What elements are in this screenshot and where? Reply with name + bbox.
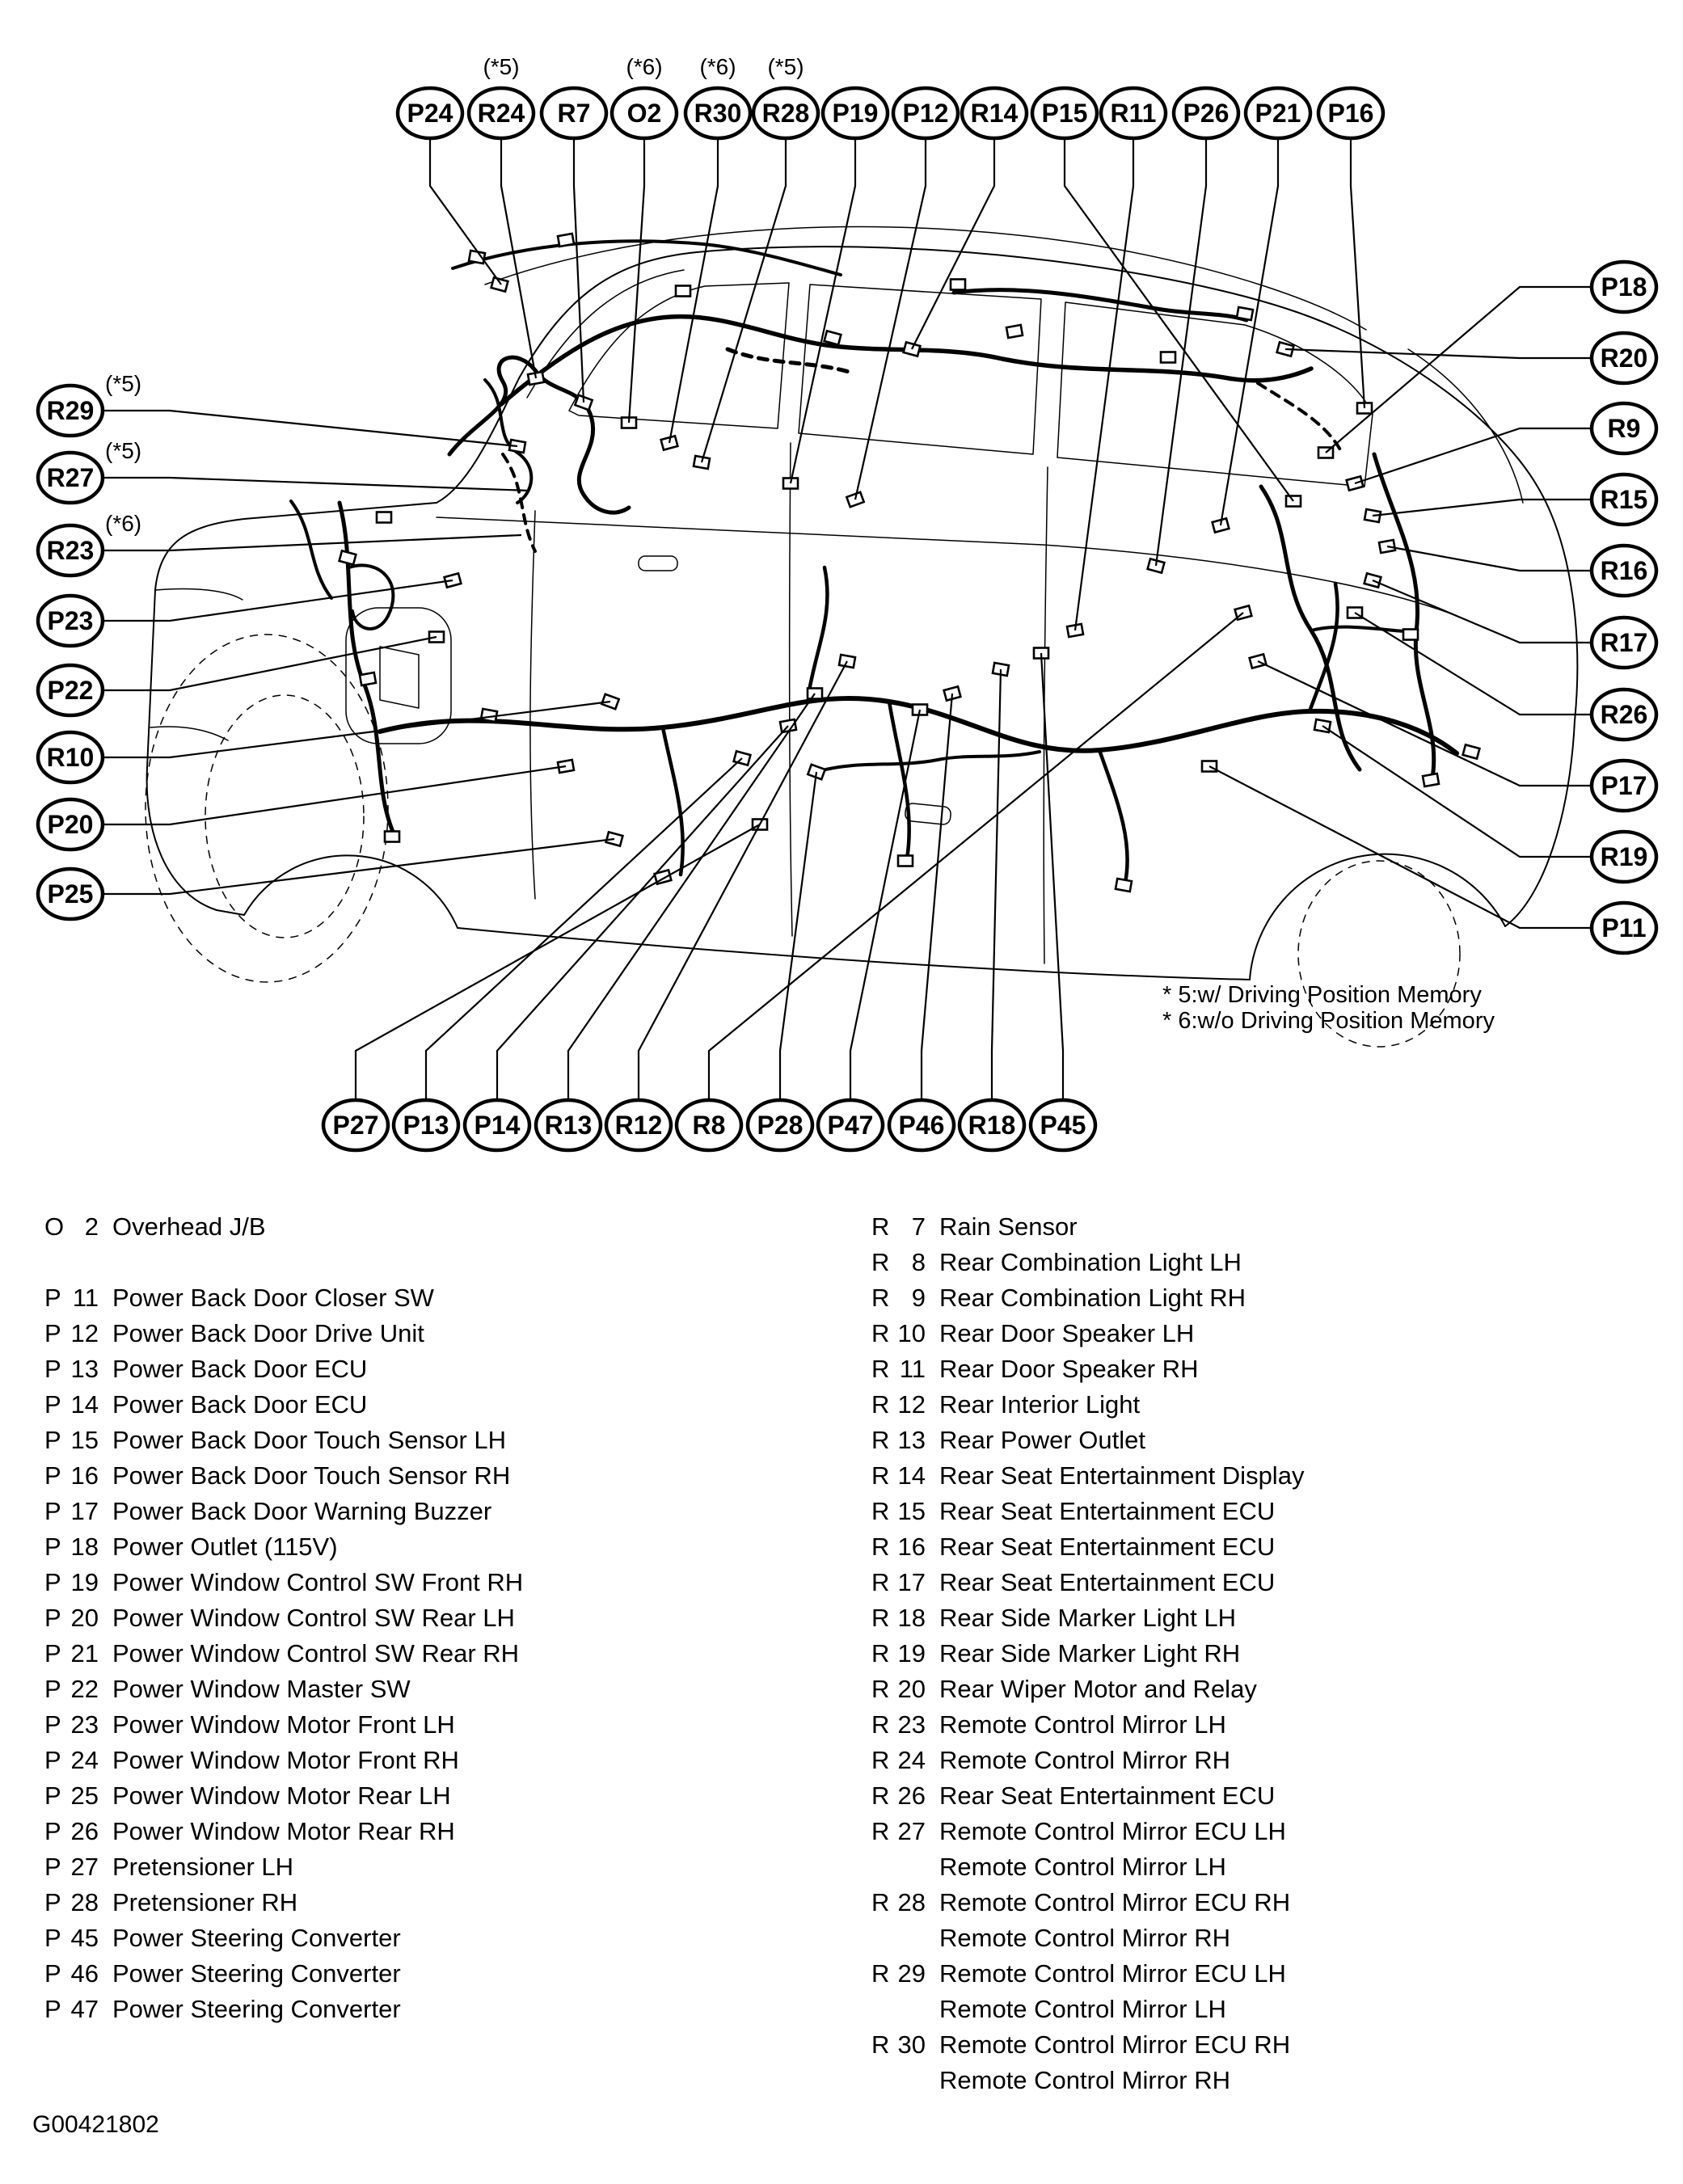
legend-component-name: Remote Control Mirror LH	[939, 1853, 1226, 1881]
leader-line-R26	[1355, 613, 1592, 715]
legend-row	[44, 1956, 523, 1992]
callout-P28	[748, 1100, 812, 1150]
callout-label: R29	[46, 396, 95, 425]
callout-annotation: (*6)	[105, 511, 142, 536]
legend-row	[871, 1814, 1304, 1849]
callout-label: P22	[47, 676, 94, 705]
callout-P24	[398, 88, 462, 138]
callout-P18	[1592, 262, 1656, 312]
legend-column-right	[871, 1209, 1304, 2098]
callout-R28	[753, 54, 818, 138]
legend-code: R 28	[871, 1888, 926, 1916]
connector-box	[676, 286, 690, 297]
callout-label: P20	[47, 810, 94, 839]
callout-label: P12	[902, 99, 949, 128]
callout-R27	[38, 438, 141, 503]
callout-annotation: (*6)	[626, 54, 663, 79]
legend-component-name: Remote Control Mirror RH	[939, 1746, 1231, 1774]
legend-row	[871, 1494, 1304, 1529]
leader-lines	[103, 138, 1592, 1100]
legend-component-name: Power Window Motor Front RH	[112, 1746, 459, 1774]
connector-box	[1463, 744, 1480, 758]
callout-annotation: (*5)	[483, 54, 520, 79]
callout-P20	[38, 799, 103, 850]
leader-line-P19	[791, 138, 855, 483]
legend-column-left	[44, 1209, 523, 2027]
callout-label: R26	[1600, 700, 1648, 729]
legend-code: P 27	[44, 1853, 99, 1881]
callout-P13	[394, 1100, 458, 1150]
legend-row	[871, 1885, 1304, 1920]
leader-line-R29	[103, 411, 517, 446]
callout-R7	[542, 88, 606, 138]
legend-row	[871, 1992, 1304, 2027]
callout-R23	[38, 511, 141, 576]
legend-component-name: Remote Control Mirror ECU LH	[939, 1959, 1286, 1988]
callout-P25	[38, 869, 103, 919]
callout-P26	[1174, 88, 1238, 138]
leader-line-R7	[574, 138, 584, 403]
callout-label: R30	[694, 99, 742, 128]
callout-R30	[685, 54, 750, 138]
legend-code: P 26	[44, 1817, 99, 1845]
callout-annotation: (*6)	[699, 54, 736, 79]
legend-component-name: Rear Seat Entertainment ECU	[939, 1781, 1276, 1810]
callout-P19	[823, 88, 888, 138]
callout-label: P45	[1040, 1111, 1086, 1140]
legend-component-name: Remote Control Mirror LH	[939, 1710, 1226, 1739]
legend-row	[44, 1529, 523, 1565]
legend-component-name: Overhead J/B	[112, 1212, 266, 1241]
legend-component-name: Power Window Control SW Front RH	[112, 1568, 524, 1596]
legend-code: P 17	[44, 1497, 99, 1525]
legend-row	[44, 1423, 523, 1458]
callout-P47	[818, 1100, 883, 1150]
legend-component-name: Power Steering Converter	[112, 1924, 401, 1952]
legend-code: P 21	[44, 1639, 99, 1668]
legend-row	[44, 1494, 523, 1529]
callout-label: P16	[1327, 99, 1374, 128]
leader-line-R24	[501, 138, 536, 378]
legend-component-name: Remote Control Mirror RH	[939, 2066, 1231, 2094]
callout-label: R12	[614, 1111, 663, 1140]
callout-label: P14	[474, 1111, 521, 1140]
callout-R12	[606, 1100, 671, 1150]
legend-component-name: Power Back Door Closer SW	[112, 1284, 434, 1312]
note-driving-position-memory-without: * 6:w/o Driving Position Memory	[1162, 1008, 1495, 1034]
legend-component-name: Rear Combination Light RH	[939, 1284, 1246, 1312]
callout-label: R28	[761, 99, 810, 128]
legend-row	[44, 1458, 523, 1494]
callout-label: R18	[968, 1111, 1016, 1140]
legend-row	[44, 1209, 523, 1245]
legend-row	[44, 1672, 523, 1707]
callout-P12	[893, 88, 958, 138]
legend-component-name: Rear Power Outlet	[939, 1426, 1145, 1454]
connector-box	[1403, 630, 1418, 640]
connector-box	[469, 251, 485, 264]
callout-O2	[612, 54, 677, 138]
legend-row	[44, 1245, 523, 1280]
legend-code: R 26	[871, 1781, 926, 1810]
connector-box	[558, 234, 574, 247]
callout-P27	[323, 1100, 388, 1150]
legend-code: R 10	[871, 1319, 926, 1347]
leader-line-R16	[1387, 546, 1592, 571]
legend-row	[44, 1316, 523, 1351]
legend-code: R 14	[871, 1461, 926, 1490]
legend-component-name: Power Window Motor Front LH	[112, 1710, 455, 1739]
callout-label: P26	[1183, 99, 1230, 128]
legend-component-name: Power Window Motor Rear RH	[112, 1817, 455, 1845]
legend-row	[871, 1209, 1304, 1245]
legend-code: P 15	[44, 1426, 99, 1454]
callout-P15	[1032, 88, 1097, 138]
leader-line-O2	[629, 138, 644, 423]
connector-box	[1006, 325, 1023, 338]
callout-annotation: (*5)	[105, 371, 142, 396]
legend-row	[44, 1707, 523, 1743]
legend-row	[871, 1529, 1304, 1565]
legend-component-name: Pretensioner RH	[112, 1888, 298, 1916]
connector-box	[491, 277, 508, 291]
leader-line-P45	[1041, 653, 1063, 1100]
legend-component-name: Rain Sensor	[939, 1212, 1078, 1241]
leader-line-R10	[103, 702, 610, 757]
legend-code: P 14	[44, 1390, 99, 1419]
legend-code: R 17	[871, 1568, 926, 1596]
legend-code: P 28	[44, 1888, 99, 1916]
callout-annotation: (*5)	[767, 54, 804, 79]
legend-component-name: Power Window Control SW Rear RH	[112, 1639, 520, 1668]
leader-line-R9	[1355, 428, 1592, 483]
legend-code: R 19	[871, 1639, 926, 1668]
legend-code: R 11	[871, 1355, 926, 1383]
callout-label: P25	[47, 879, 94, 909]
leader-line-P27	[356, 824, 760, 1100]
legend-code: P 47	[44, 1995, 99, 2023]
legend-code: P 24	[44, 1746, 99, 1774]
legend-code: R 20	[871, 1675, 926, 1703]
connector-box	[898, 856, 913, 866]
callout-label: R20	[1600, 344, 1648, 373]
callout-label: P21	[1255, 99, 1301, 128]
legend-row	[871, 1245, 1304, 1280]
callout-label: O2	[626, 99, 662, 128]
leader-line-P11	[1209, 766, 1592, 928]
callout-label: P23	[47, 606, 94, 635]
legend-code: P 16	[44, 1461, 99, 1490]
legend-row	[44, 1387, 523, 1423]
callout-P21	[1246, 88, 1310, 138]
connector-box	[1423, 774, 1439, 786]
callout-label: R19	[1600, 842, 1648, 871]
callout-label: R23	[46, 536, 95, 565]
legend-row	[871, 1672, 1304, 1707]
legend-component-name: Remote Control Mirror RH	[939, 1924, 1231, 1952]
legend-code: R 27	[871, 1817, 926, 1845]
legend-row	[44, 1920, 523, 1956]
legend-component-name: Power Window Motor Rear LH	[112, 1781, 451, 1810]
legend-component-name: Power Back Door Drive Unit	[112, 1319, 424, 1347]
leader-line-P17	[1258, 661, 1592, 786]
callout-R8	[677, 1100, 741, 1150]
connector-box	[360, 672, 376, 685]
callout-label: P19	[832, 99, 879, 128]
legend-code: P 46	[44, 1959, 99, 1988]
legend-component-name: Power Back Door ECU	[112, 1355, 368, 1383]
legend-code: R 18	[871, 1604, 926, 1632]
connector-box	[1116, 879, 1132, 892]
legend-code: P 23	[44, 1710, 99, 1739]
legend-component-name: Rear Wiper Motor and Relay	[939, 1675, 1257, 1703]
callout-R17	[1592, 618, 1656, 668]
callout-P16	[1318, 88, 1383, 138]
callout-R29	[38, 371, 141, 436]
legend-component-name: Rear Door Speaker RH	[939, 1355, 1199, 1383]
legend-code: R 12	[871, 1390, 926, 1419]
legend-code: R 8	[871, 1248, 926, 1276]
callout-label: R11	[1110, 99, 1157, 128]
callout-R15	[1592, 474, 1656, 525]
callout-label: P13	[403, 1111, 449, 1140]
callout-label: P47	[827, 1111, 874, 1140]
legend-row	[44, 1778, 523, 1814]
callout-annotation: (*5)	[105, 438, 142, 463]
legend-component-name: Rear Seat Entertainment ECU	[939, 1568, 1276, 1596]
legend-row	[871, 1423, 1304, 1458]
leader-line-R15	[1373, 500, 1592, 516]
legend-code: R 15	[871, 1497, 926, 1525]
legend-row	[871, 1849, 1304, 1885]
legend-component-name: Power Steering Converter	[112, 1959, 401, 1988]
connector-box	[340, 550, 356, 564]
legend-component-name: Rear Seat Entertainment Display	[939, 1461, 1305, 1490]
legend-row	[871, 1387, 1304, 1423]
legend-component-name: Rear Side Marker Light LH	[939, 1604, 1236, 1632]
legend-row	[871, 1743, 1304, 1778]
legend-code: R 7	[871, 1212, 926, 1241]
connector-box	[825, 331, 842, 344]
connector-box	[377, 512, 391, 523]
legend-row	[871, 1280, 1304, 1316]
legend-row	[871, 1636, 1304, 1672]
harness-connectors	[340, 234, 1480, 892]
legend-component-name: Remote Control Mirror ECU LH	[939, 1817, 1286, 1845]
legend-row	[871, 1956, 1304, 1992]
callout-R14	[962, 88, 1027, 138]
legend-component-name: Pretensioner LH	[112, 1853, 294, 1881]
callout-label: R7	[557, 99, 591, 128]
legend-row	[871, 1316, 1304, 1351]
note-driving-position-memory-with: * 5:w/ Driving Position Memory	[1162, 982, 1482, 1008]
callout-R9	[1592, 403, 1656, 453]
connector-box	[385, 832, 399, 842]
legend-row	[44, 1814, 523, 1849]
legend-component-name: Power Back Door Touch Sensor RH	[112, 1461, 511, 1490]
legend-component-name: Rear Interior Light	[939, 1390, 1141, 1419]
callout-label: R27	[46, 463, 95, 492]
legend-code: P 45	[44, 1924, 99, 1952]
legend-row	[44, 1992, 523, 2027]
callout-label: P24	[407, 99, 453, 128]
legend-code: P 20	[44, 1604, 99, 1632]
callout-label: R13	[544, 1111, 593, 1140]
callout-R26	[1592, 689, 1656, 740]
leader-line-P20	[103, 766, 566, 824]
legend-code: R 24	[871, 1746, 926, 1774]
leader-line-R19	[1322, 726, 1592, 857]
legend-component-name: Power Window Control SW Rear LH	[112, 1604, 515, 1632]
callout-P17	[1592, 761, 1656, 811]
legend-component-name: Power Window Master SW	[112, 1675, 411, 1703]
leader-line-P16	[1351, 138, 1365, 408]
connector-box	[1237, 307, 1253, 320]
callout-R24	[469, 54, 534, 138]
legend-component-name: Power Back Door Warning Buzzer	[112, 1497, 492, 1525]
callout-label: R9	[1607, 414, 1641, 443]
legend-component-name: Remote Control Mirror ECU RH	[939, 1888, 1291, 1916]
callout-R10	[38, 732, 103, 782]
legend-component-name: Rear Seat Entertainment ECU	[939, 1497, 1276, 1525]
callout-R20	[1592, 333, 1656, 383]
wiring-harness	[291, 241, 1457, 883]
legend-row	[871, 1778, 1304, 1814]
legend-row	[871, 1565, 1304, 1600]
legend-component-name: Rear Side Marker Light RH	[939, 1639, 1241, 1668]
legend-row	[44, 1351, 523, 1387]
callout-label: R14	[970, 99, 1019, 128]
legend-code: R 30	[871, 2030, 926, 2059]
legend-row	[44, 1743, 523, 1778]
legend-row	[871, 1600, 1304, 1636]
legend-row	[44, 1565, 523, 1600]
legend-code: R 29	[871, 1959, 926, 1988]
connector-box	[951, 280, 965, 290]
legend-row	[871, 2027, 1304, 2063]
legend-row	[44, 1849, 523, 1885]
legend-code: O 2	[44, 1212, 99, 1241]
callout-R13	[536, 1100, 601, 1150]
leader-line-R28	[702, 138, 786, 462]
callout-label: P27	[332, 1111, 379, 1140]
callout-label: P18	[1601, 272, 1647, 301]
callout-R18	[960, 1100, 1024, 1150]
legend-component-name: Power Outlet (115V)	[112, 1533, 338, 1561]
legend-component-name: Remote Control Mirror ECU RH	[939, 2030, 1291, 2059]
legend-row	[871, 1458, 1304, 1494]
callout-label: P46	[898, 1111, 945, 1140]
callout-label: P11	[1601, 913, 1647, 942]
legend-code: P 22	[44, 1675, 99, 1703]
legend-code: P 19	[44, 1568, 99, 1596]
legend-code: R 16	[871, 1533, 926, 1561]
callout-R19	[1592, 832, 1656, 882]
leader-line-R14	[912, 138, 994, 349]
legend-row	[44, 1885, 523, 1920]
callout-label: R10	[46, 743, 95, 772]
callout-label: R24	[477, 99, 525, 128]
callout-label: R8	[692, 1111, 726, 1140]
callout-label: P17	[1601, 771, 1647, 800]
legend-component-name: Power Back Door ECU	[112, 1390, 368, 1419]
legend-component-name: Rear Combination Light LH	[939, 1248, 1242, 1276]
legend-component-name: Power Back Door Touch Sensor LH	[112, 1426, 507, 1454]
leader-line-R13	[568, 694, 815, 1100]
callout-label: R16	[1600, 556, 1648, 585]
legend-code: P 12	[44, 1319, 99, 1347]
legend-component-name: Rear Door Speaker LH	[939, 1319, 1195, 1347]
legend-code: P 25	[44, 1781, 99, 1810]
legend-component-name: Rear Seat Entertainment ECU	[939, 1533, 1276, 1561]
callout-P11	[1592, 903, 1656, 953]
leader-line-P46	[922, 694, 952, 1100]
figure-code: G00421802	[32, 2111, 159, 2138]
callout-P22	[38, 665, 103, 715]
legend-row	[44, 1636, 523, 1672]
callout-R16	[1592, 546, 1656, 596]
callout-R11	[1101, 88, 1166, 138]
leader-line-P28	[780, 772, 816, 1100]
legend-code: R 23	[871, 1710, 926, 1739]
leader-line-P47	[850, 710, 920, 1100]
legend-row	[871, 1351, 1304, 1387]
callout-label: P15	[1041, 99, 1088, 128]
callout-P45	[1031, 1100, 1095, 1150]
legend-code: P 18	[44, 1533, 99, 1561]
callout-P23	[38, 596, 103, 646]
callout-label: P28	[757, 1111, 804, 1140]
callout-label: R17	[1600, 628, 1648, 657]
legend-code: P 13	[44, 1355, 99, 1383]
leader-line-P12	[855, 138, 926, 500]
callout-label: R15	[1600, 485, 1648, 514]
callout-P46	[889, 1100, 954, 1150]
legend-row	[871, 1707, 1304, 1743]
leader-line-R27	[103, 478, 529, 491]
connector-box	[1161, 352, 1175, 363]
legend-code: R 9	[871, 1284, 926, 1312]
legend-component-name: Remote Control Mirror LH	[939, 1995, 1226, 2023]
legend-code: R 13	[871, 1426, 926, 1454]
legend-row	[871, 1920, 1304, 1956]
legend-row	[44, 1280, 523, 1316]
callout-P14	[465, 1100, 529, 1150]
legend-row	[871, 2063, 1304, 2098]
legend-row	[44, 1600, 523, 1636]
legend-component-name: Power Steering Converter	[112, 1995, 401, 2023]
legend-code: P 11	[44, 1284, 99, 1312]
